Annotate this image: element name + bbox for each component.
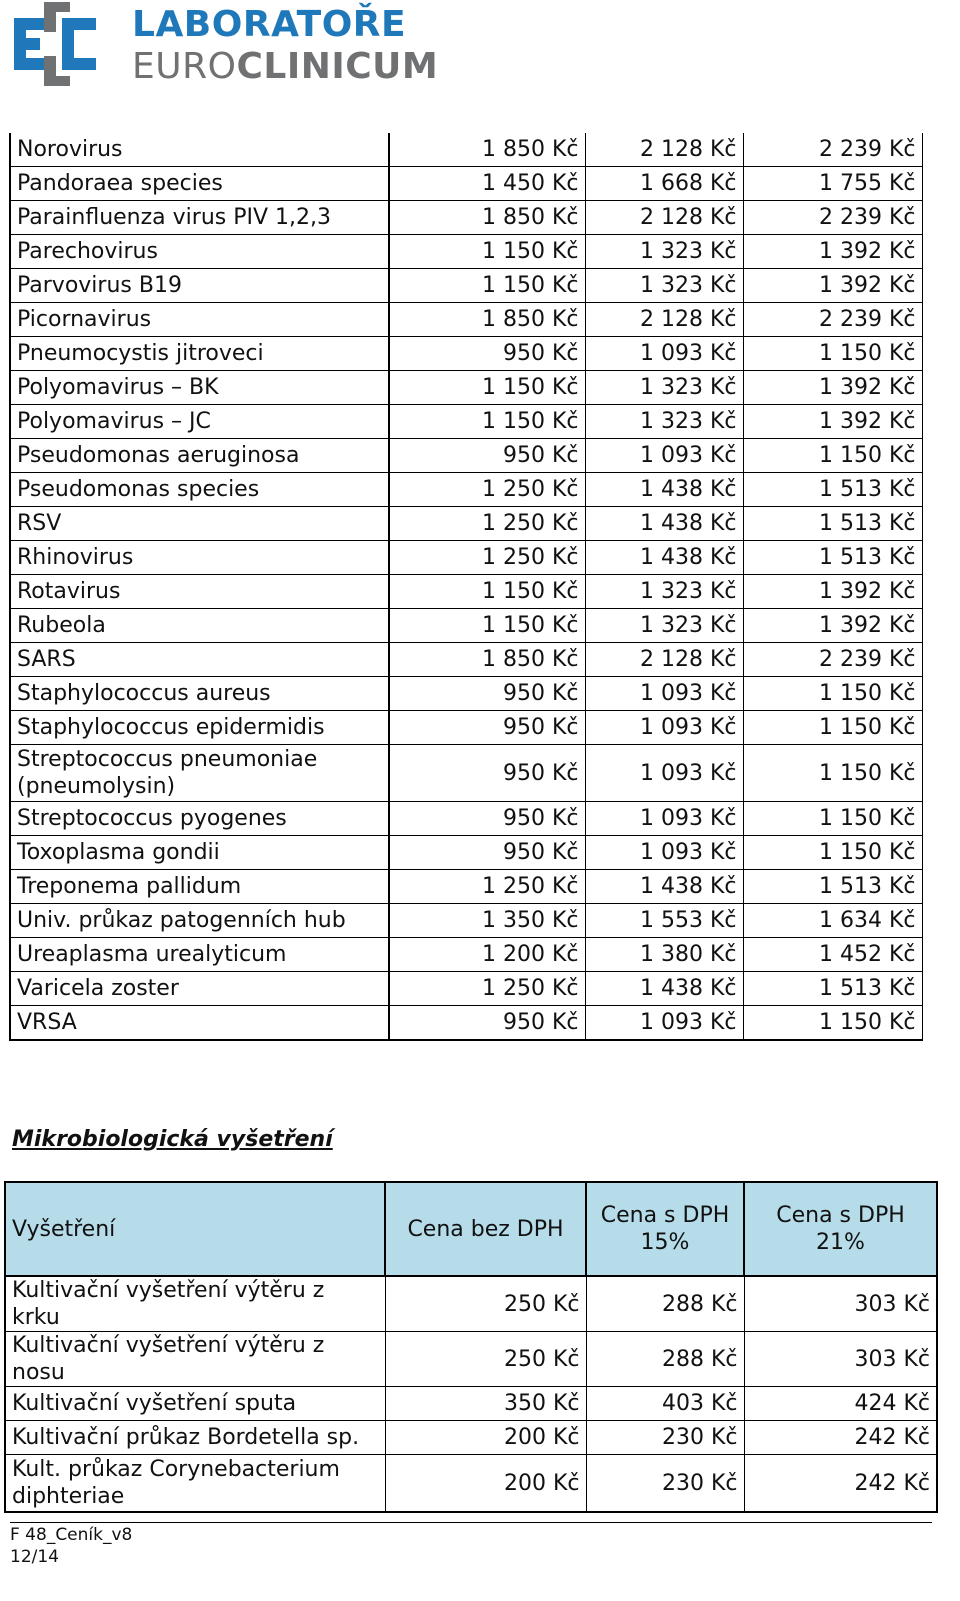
price-vat15-cell: 1 093 Kč (585, 337, 743, 371)
table-row (5, 1455, 937, 1513)
exam-name-cell: Staphylococcus epidermidis (10, 711, 389, 745)
table-header-row (5, 1182, 937, 1276)
table-row (10, 133, 922, 167)
price-no-vat-cell: 1 150 Kč (389, 371, 585, 405)
price-vat21-cell: 1 150 Kč (743, 439, 922, 473)
price-no-vat-cell: 1 850 Kč (389, 133, 585, 167)
price-vat15-cell: 1 323 Kč (585, 235, 743, 269)
price-no-vat-cell: 200 Kč (385, 1421, 586, 1455)
header (14, 2, 474, 88)
exam-name-cell: Pandoraea species (10, 167, 389, 201)
table-row (10, 371, 922, 405)
microbiology-table-body (5, 1276, 937, 1512)
table-row (10, 972, 922, 1006)
price-vat21-cell: 1 150 Kč (743, 836, 922, 870)
price-no-vat-cell: 950 Kč (389, 711, 585, 745)
euroclinicum-logo-icon (14, 2, 98, 86)
price-vat21-cell: 303 Kč (744, 1276, 937, 1332)
price-vat21-cell: 424 Kč (744, 1387, 937, 1421)
table-row (10, 439, 922, 473)
exam-name-cell: Varicela zoster (10, 972, 389, 1006)
price-no-vat-cell: 1 250 Kč (389, 870, 585, 904)
price-no-vat-cell: 200 Kč (385, 1455, 586, 1513)
price-no-vat-cell: 1 350 Kč (389, 904, 585, 938)
logo-text-euroclinicum (132, 46, 438, 87)
exam-name-cell: Norovirus (10, 133, 389, 167)
price-vat15-cell: 1 093 Kč (585, 1006, 743, 1041)
exam-name-cell: Rhinovirus (10, 541, 389, 575)
logo-text-laboratore: LABORATOŘE (132, 4, 407, 45)
table-row (10, 575, 922, 609)
price-vat21-cell: 1 392 Kč (743, 371, 922, 405)
price-vat15-cell: 1 093 Kč (585, 677, 743, 711)
price-vat21-cell: 1 452 Kč (743, 938, 922, 972)
price-table-continued (9, 133, 923, 1041)
price-vat21-cell: 1 392 Kč (743, 235, 922, 269)
table-row (10, 609, 922, 643)
price-vat15-cell: 1 668 Kč (585, 167, 743, 201)
price-vat21-cell: 1 150 Kč (743, 745, 922, 802)
price-vat21-cell: 1 634 Kč (743, 904, 922, 938)
price-vat21-cell: 242 Kč (744, 1455, 937, 1513)
price-vat15-cell: 1 380 Kč (585, 938, 743, 972)
exam-name-cell: Toxoplasma gondii (10, 836, 389, 870)
price-vat15-cell: 230 Kč (586, 1421, 744, 1455)
price-no-vat-cell: 1 250 Kč (389, 507, 585, 541)
price-no-vat-cell: 1 150 Kč (389, 405, 585, 439)
table-row (5, 1387, 937, 1421)
exam-name-cell: Ureaplasma urealyticum (10, 938, 389, 972)
exam-name-cell: Parvovirus B19 (10, 269, 389, 303)
price-vat15-cell: 1 323 Kč (585, 371, 743, 405)
section-title-microbiology: Mikrobiologická vyšetření (12, 1127, 333, 1152)
microbiology-price-table (4, 1181, 938, 1513)
price-vat15-cell: 2 128 Kč (585, 303, 743, 337)
price-vat21-cell: 1 150 Kč (743, 337, 922, 371)
price-no-vat-cell: 1 150 Kč (389, 235, 585, 269)
table-row (10, 870, 922, 904)
exam-name-cell: Kultivační vyšetření výtěru z nosu (5, 1332, 385, 1387)
price-vat15-cell: 2 128 Kč (585, 201, 743, 235)
price-vat21-cell: 1 513 Kč (743, 473, 922, 507)
exam-name-cell: RSV (10, 507, 389, 541)
footer-divider (10, 1522, 932, 1523)
price-vat21-cell: 1 150 Kč (743, 802, 922, 836)
price-no-vat-cell: 1 150 Kč (389, 609, 585, 643)
exam-name-cell: Pseudomonas species (10, 473, 389, 507)
exam-name-cell: Parechovirus (10, 235, 389, 269)
exam-name-cell: Polyomavirus – BK (10, 371, 389, 405)
exam-name-cell: SARS (10, 643, 389, 677)
price-vat15-cell: 1 093 Kč (585, 836, 743, 870)
price-vat21-cell: 242 Kč (744, 1421, 937, 1455)
logo-text-euro: EURO (132, 46, 237, 87)
price-no-vat-cell: 1 150 Kč (389, 575, 585, 609)
price-vat21-cell: 1 513 Kč (743, 507, 922, 541)
column-header-price-no-vat: Cena bez DPH (385, 1182, 586, 1276)
price-no-vat-cell: 250 Kč (385, 1332, 586, 1387)
table-row (10, 235, 922, 269)
price-vat21-cell: 1 755 Kč (743, 167, 922, 201)
price-no-vat-cell: 950 Kč (389, 677, 585, 711)
price-vat21-cell: 1 392 Kč (743, 405, 922, 439)
price-vat21-cell: 1 150 Kč (743, 677, 922, 711)
exam-name-cell: Picornavirus (10, 303, 389, 337)
table-row (10, 201, 922, 235)
exam-name-cell: Kultivační vyšetření sputa (5, 1387, 385, 1421)
table-row (10, 802, 922, 836)
table-row (5, 1332, 937, 1387)
price-vat21-cell: 1 513 Kč (743, 972, 922, 1006)
price-vat15-cell: 1 323 Kč (585, 269, 743, 303)
price-vat15-cell: 230 Kč (586, 1455, 744, 1513)
price-no-vat-cell: 950 Kč (389, 337, 585, 371)
table-row (10, 337, 922, 371)
price-no-vat-cell: 1 250 Kč (389, 541, 585, 575)
price-vat15-cell: 1 323 Kč (585, 405, 743, 439)
table-row (10, 1006, 922, 1041)
price-vat15-cell: 1 553 Kč (585, 904, 743, 938)
price-no-vat-cell: 1 250 Kč (389, 972, 585, 1006)
price-table-body (10, 133, 922, 1040)
price-no-vat-cell: 1 850 Kč (389, 643, 585, 677)
price-no-vat-cell: 950 Kč (389, 745, 585, 802)
exam-name-cell: Univ. průkaz patogenních hub (10, 904, 389, 938)
exam-name-cell: Staphylococcus aureus (10, 677, 389, 711)
exam-name-cell: Polyomavirus – JC (10, 405, 389, 439)
table-row (10, 303, 922, 337)
exam-name-cell: Kultivační průkaz Bordetella sp. (5, 1421, 385, 1455)
price-no-vat-cell: 250 Kč (385, 1276, 586, 1332)
price-vat21-cell: 1 150 Kč (743, 1006, 922, 1041)
price-vat21-cell: 1 513 Kč (743, 541, 922, 575)
price-vat15-cell: 2 128 Kč (585, 133, 743, 167)
price-vat15-cell: 1 438 Kč (585, 541, 743, 575)
exam-name-cell: Pseudomonas aeruginosa (10, 439, 389, 473)
exam-name-cell: Kult. průkaz Corynebacterium diphteriae (5, 1455, 385, 1513)
price-vat15-cell: 1 323 Kč (585, 575, 743, 609)
price-vat15-cell: 1 093 Kč (585, 439, 743, 473)
table-row (10, 269, 922, 303)
price-vat21-cell: 1 513 Kč (743, 870, 922, 904)
price-vat21-cell: 2 239 Kč (743, 643, 922, 677)
price-vat21-cell: 1 392 Kč (743, 269, 922, 303)
exam-name-cell: Kultivační vyšetření výtěru z krku (5, 1276, 385, 1332)
column-header-price-vat21: Cena s DPH 21% (744, 1182, 937, 1276)
exam-name-cell: Treponema pallidum (10, 870, 389, 904)
price-no-vat-cell: 950 Kč (389, 836, 585, 870)
table-row (10, 473, 922, 507)
price-vat21-cell: 1 150 Kč (743, 711, 922, 745)
price-vat15-cell: 1 093 Kč (585, 711, 743, 745)
table-row (10, 167, 922, 201)
exam-name-cell: VRSA (10, 1006, 389, 1041)
price-no-vat-cell: 950 Kč (389, 1006, 585, 1041)
price-no-vat-cell: 1 150 Kč (389, 269, 585, 303)
price-vat15-cell: 2 128 Kč (585, 643, 743, 677)
table-row (10, 904, 922, 938)
price-vat21-cell: 2 239 Kč (743, 133, 922, 167)
logo-text-clinicum: CLINICUM (236, 46, 439, 87)
table-row (5, 1276, 937, 1332)
price-no-vat-cell: 950 Kč (389, 439, 585, 473)
price-vat15-cell: 1 438 Kč (585, 870, 743, 904)
price-vat21-cell: 2 239 Kč (743, 303, 922, 337)
price-vat15-cell: 288 Kč (586, 1276, 744, 1332)
price-no-vat-cell: 350 Kč (385, 1387, 586, 1421)
exam-name-cell: Rotavirus (10, 575, 389, 609)
table-row (10, 711, 922, 745)
price-vat15-cell: 1 438 Kč (585, 473, 743, 507)
price-vat15-cell: 1 438 Kč (585, 507, 743, 541)
table-row (10, 405, 922, 439)
table-row (10, 677, 922, 711)
price-vat15-cell: 1 438 Kč (585, 972, 743, 1006)
footer-document-id: F 48_Ceník_v8 (10, 1525, 133, 1545)
price-vat15-cell: 1 323 Kč (585, 609, 743, 643)
table-row (10, 836, 922, 870)
column-header-price-vat15: Cena s DPH 15% (586, 1182, 744, 1276)
exam-name-cell: Streptococcus pyogenes (10, 802, 389, 836)
price-no-vat-cell: 1 450 Kč (389, 167, 585, 201)
price-vat15-cell: 1 093 Kč (585, 745, 743, 802)
exam-name-cell: Streptococcus pneumoniae (pneumolysin) (10, 745, 389, 802)
price-no-vat-cell: 1 250 Kč (389, 473, 585, 507)
table-row (10, 938, 922, 972)
exam-name-cell: Pneumocystis jitroveci (10, 337, 389, 371)
price-vat15-cell: 1 093 Kč (585, 802, 743, 836)
price-no-vat-cell: 1 850 Kč (389, 201, 585, 235)
exam-name-cell: Rubeola (10, 609, 389, 643)
table-row (10, 643, 922, 677)
price-vat15-cell: 403 Kč (586, 1387, 744, 1421)
table-row (5, 1421, 937, 1455)
price-vat15-cell: 288 Kč (586, 1332, 744, 1387)
price-vat21-cell: 1 392 Kč (743, 609, 922, 643)
table-row (10, 745, 922, 802)
price-no-vat-cell: 1 850 Kč (389, 303, 585, 337)
table-row (10, 541, 922, 575)
exam-name-cell: Parainfluenza virus PIV 1,2,3 (10, 201, 389, 235)
price-no-vat-cell: 1 200 Kč (389, 938, 585, 972)
table-row (10, 507, 922, 541)
footer-page-number: 12/14 (10, 1547, 59, 1567)
price-no-vat-cell: 950 Kč (389, 802, 585, 836)
column-header-exam: Vyšetření (5, 1182, 385, 1276)
price-vat21-cell: 2 239 Kč (743, 201, 922, 235)
price-vat21-cell: 303 Kč (744, 1332, 937, 1387)
price-vat21-cell: 1 392 Kč (743, 575, 922, 609)
